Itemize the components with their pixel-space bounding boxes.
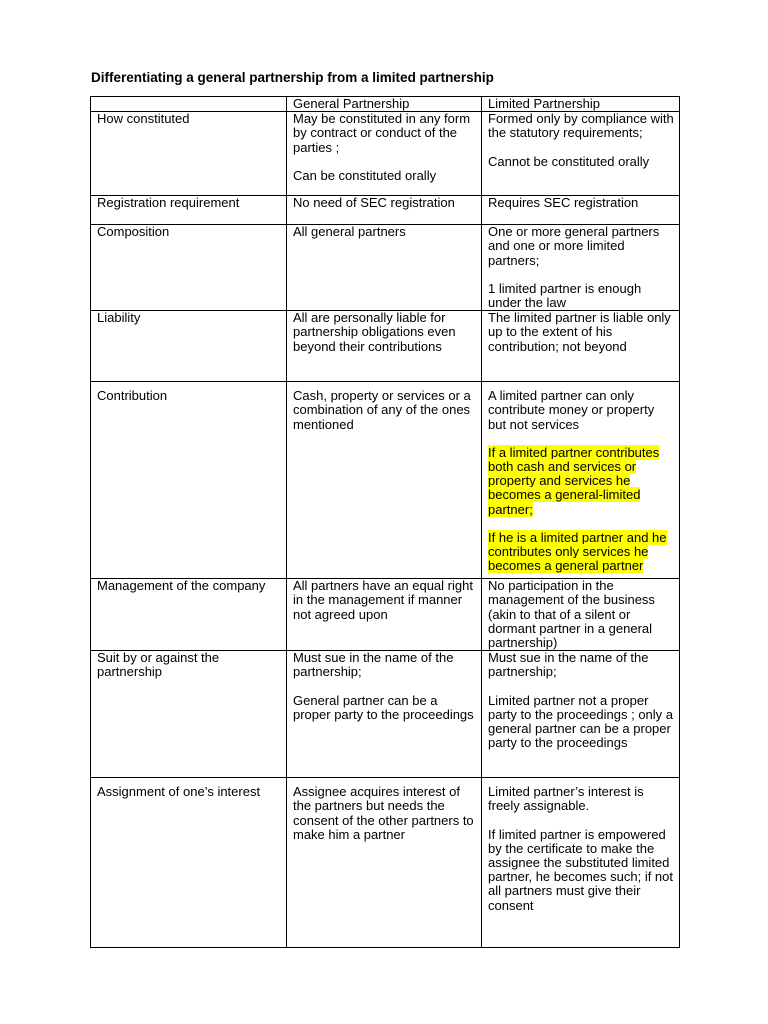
cell-text: Cannot be constituted orally: [488, 153, 650, 169]
cell-text: Limited partner’s interest is freely assignable.: [488, 784, 644, 814]
limited-cell: [482, 382, 680, 579]
cell-text: No need of SEC registration: [293, 195, 455, 211]
cell-text: 1 limited partner is enough under the law: [488, 280, 642, 311]
cell-text: Requires SEC registration: [488, 195, 639, 211]
table-row: [91, 196, 680, 225]
cell-text: May be constituted in any form by contract or conduct of the parties ;: [293, 111, 471, 155]
general-cell: [287, 778, 482, 948]
row-label: [91, 778, 287, 948]
limited-cell: [482, 112, 680, 196]
general-cell: [287, 311, 482, 382]
highlighted-text: If he is a limited partner and he contributes only services he becomes a general partner: [488, 529, 667, 574]
highlighted-text: If a limited partner contributes both cash and services or property and services he becomes a general-limited partner;: [488, 444, 660, 517]
cell-text: Must sue in the name of the partnership;: [488, 650, 649, 680]
table-row: [91, 579, 680, 651]
limited-cell: [482, 311, 680, 382]
limited-cell: [482, 579, 680, 651]
header-cell-limited: Limited Partnership: [482, 97, 680, 112]
table-row: [91, 651, 680, 778]
limited-cell: [482, 225, 680, 311]
table-row: [91, 225, 680, 311]
cell-text: The limited partner is liable only up to the extent of his contribution; not beyond: [488, 310, 671, 354]
general-cell: [287, 196, 482, 225]
cell-text: Contribution: [97, 388, 168, 404]
cell-text: General partner can be a proper party to the proceedings: [293, 692, 474, 722]
general-cell: [287, 382, 482, 579]
row-label: Composition: [91, 225, 287, 311]
general-cell: [287, 651, 482, 778]
cell-text: No participation in the management of the business (akin to that of a silent or dormant partner in a general partnership): [488, 578, 655, 651]
limited-cell: [482, 778, 680, 948]
table-row: [91, 382, 680, 579]
cell-text: Can be constituted orally: [293, 167, 437, 183]
header-cell-general: General Partnership: [287, 97, 482, 112]
row-label: How constituted: [91, 112, 287, 196]
cell-text: All partners have an equal right in the management if manner not agreed upon: [293, 578, 473, 622]
row-label: Suit by or against the partnership: [91, 651, 287, 778]
table-header-row: [91, 97, 680, 112]
general-cell: [287, 225, 482, 311]
cell-text: Cash, property or services or a combination of any of the ones mentioned: [293, 388, 471, 432]
limited-cell: [482, 651, 680, 778]
row-label: Liability: [91, 311, 287, 382]
cell-text: A limited partner can only contribute money or property but not services: [488, 388, 655, 432]
table-row: [91, 778, 680, 948]
general-cell: [287, 579, 482, 651]
comparison-table: [90, 96, 680, 948]
row-label: Management of the company: [91, 579, 287, 651]
table-row: [91, 112, 680, 196]
cell-text: If limited partner is empowered by the certificate to make the assignee the substituted limited partner, he becomes such; if not all partners must give their consent: [488, 826, 673, 913]
cell-text: Must sue in the name of the partnership;: [293, 650, 454, 680]
cell-text: Formed only by compliance with the statutory requirements;: [488, 111, 674, 141]
cell-text: All are personally liable for partnership obligations even beyond their contributions: [293, 310, 456, 354]
general-cell: [287, 112, 482, 196]
table-row: [91, 311, 680, 382]
cell-text: Assignment of one’s interest: [97, 784, 261, 800]
cell-text: Limited partner not a proper party to the proceedings ; only a general partner can be a proper party to the proceedings: [488, 692, 674, 751]
page-title: Differentiating a general partnership from a limited partnership: [91, 70, 494, 85]
header-cell-blank: [91, 97, 287, 112]
limited-cell: [482, 196, 680, 225]
cell-text: One or more general partners and one or more limited partners;: [488, 224, 660, 268]
row-label: Registration requirement: [91, 196, 287, 225]
cell-text: All general partners: [293, 224, 406, 240]
row-label: [91, 382, 287, 579]
cell-text: Assignee acquires interest of the partners but needs the consent of the other partners to make him a partner: [293, 784, 474, 842]
